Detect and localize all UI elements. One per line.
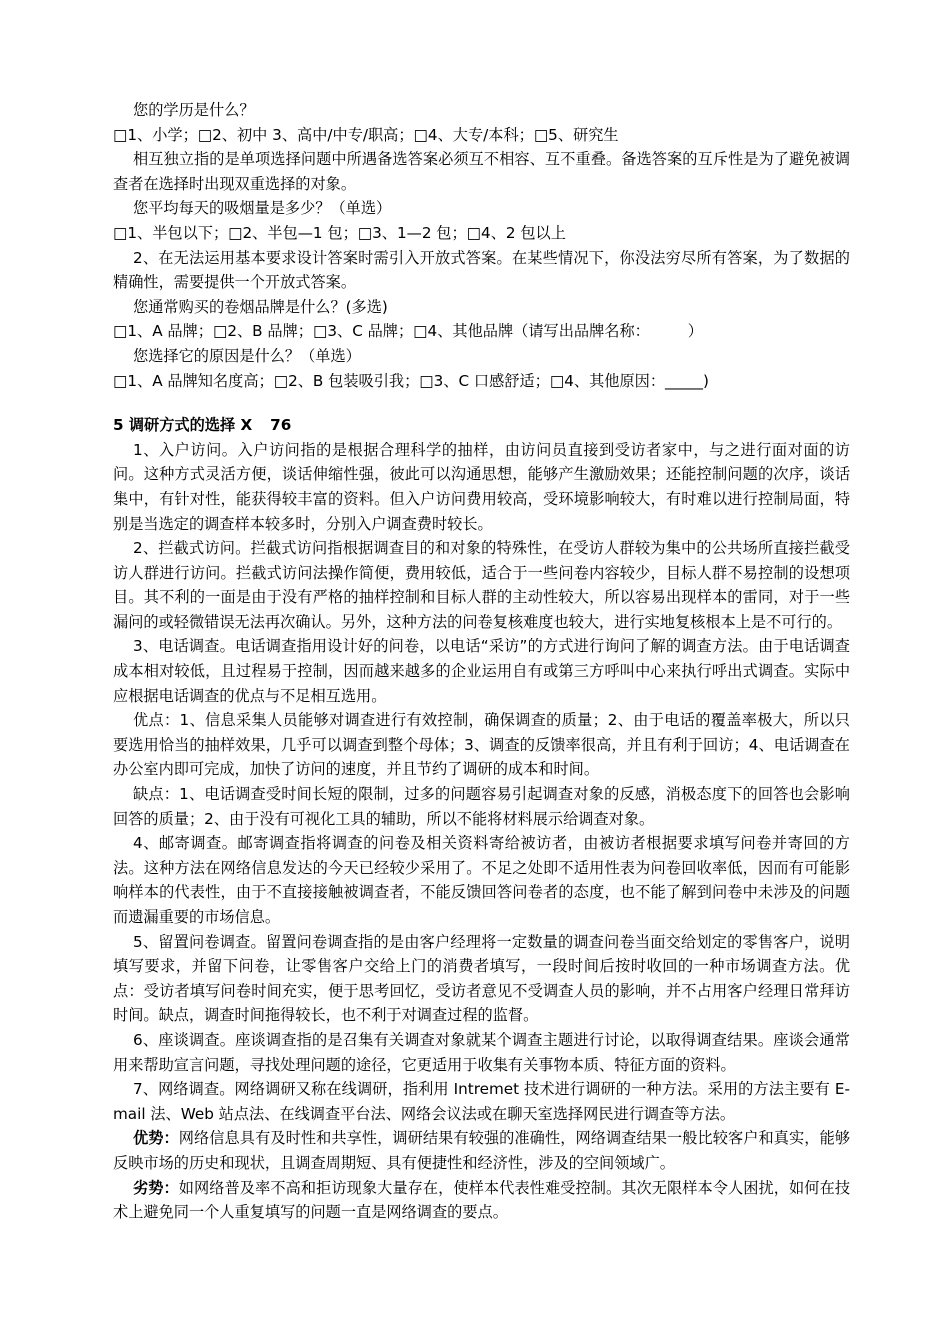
method-intercept: 2、拦截式访问。拦截式访问指根据调查目的和对象的特殊性，在受访人群较为集中的公共场所直接拦截受访人群进行访问。拦截式访问法操作简便，费用较低，适合于一些问卷内容较少，目标人群不易控制的设想项目。其不利的一面是由于没有严格的抽样控制和目标人群的主动性较大，所以容易出现样本的雷同，对于一些漏问的或轻微错误无法再次确认。另外，这种方法的问卷复核难度也较大，进行实地复核根本上是不可行的。 bbox=[113, 539, 850, 631]
method-home-visit: 1、入户访问。入户访问指的是根据合理科学的抽样，由访问员直接到受访者家中，与之进行面对面的访问。这种方式灵活方便，谈话伸缩性强，彼此可以沟通思想，能够产生激励效果；还能控制问题的次序，谈话集中，有针对性，能获得较丰富的资料。但入户访问费用较高，受环境影响较大，有时难以进行控制局面，特别是当选定的调查样本较多时，分别入户调查费时较长。 bbox=[113, 440, 850, 533]
disadvantages-text: 如网络普及率不高和拒访现象大量存在，使样本代表性难受控制。其次无限样本令人困扰，如何在技术上避免同一个人重复填写的问题一直是网络调查的要点。 bbox=[113, 1178, 851, 1222]
question-smoking: 您平均每天的吸烟量是多少？（单选） bbox=[133, 199, 392, 218]
spacer bbox=[113, 393, 850, 413]
document-body bbox=[113, 98, 850, 1225]
section-page-ref: 76 bbox=[270, 416, 292, 435]
network-advantages bbox=[113, 1126, 850, 1175]
question-education: 您的学历是什么？ bbox=[133, 101, 255, 119]
options-brand: □1、A 品牌；□2、B 品牌；□3、C 品牌；□4、其他品牌（请写出品牌名称： ） bbox=[113, 322, 703, 341]
open-answer-paragraph: 2、在无法运用基本要求设计答案时需引入开放式答案。在某些情况下，你没法穷尽所有答案，为了数据的精确性，需要提供一个开放式答案。 bbox=[113, 248, 850, 292]
network-disadvantages bbox=[113, 1176, 850, 1225]
question-reason: 您选择它的原因是什么？（单选） bbox=[133, 346, 361, 365]
options-reason: □1、A 品牌知名度高；□2、B 包装吸引我；□3、C 口感舒适；□4、其他原因：_____) bbox=[113, 371, 709, 390]
phone-disadvantages: 缺点：1、电话调查受时间长短的限制，过多的问题容易引起调查对象的反感，消极态度下的回答也会影响回答的质量；2、由于没有可视化工具的辅助，所以不能将材料展示给调查对象。 bbox=[113, 785, 850, 828]
options-smoking: □1、半包以下；□2、半包—1 包；□3、1—2 包；□4、2 包以上 bbox=[113, 223, 566, 242]
section-heading bbox=[113, 413, 850, 438]
method-mail: 4、邮寄调查。邮寄调查指将调查的问卷及相关资料寄给被访者，由被访者根据要求填写问卷并寄回的方法。这种方法在网络信息发达的今天已经较少采用了。不足之处即不适用性表为问卷回收率低，因而有可能影响样本的代表性，由于不直接接触被调查者，不能反馈回答问卷者的态度，也不能了解到问卷中未涉及的问题而遗漏重要的市场信息。 bbox=[113, 834, 850, 926]
method-leave-questionnaire: 5、留置问卷调查。留置问卷调查指的是由客户经理将一定数量的调查问卷当面交给划定的零售客户，说明填写要求，并留下问卷，让零售客户交给上门的消费者填写，一段时间后按时收回的一种市场调查方法。优点：受访者填写问卷时间充实，便于思考回忆，受访者意见不受调查人员的影响，并不占用客户经理日常拜访时间。缺点，调查时间拖得较长，也不利于对调查过程的监督。 bbox=[113, 932, 850, 1025]
phone-advantages: 优点：1、信息采集人员能够对调查进行有效控制，确保调查的质量；2、由于电话的覆盖率极大，所以只要选用恰当的抽样效果，几乎可以调查到整个母体；3、调查的反馈率很高，并且有利于回访；4、电话调查在办公室内即可完成，加快了访问的速度，并且节约了调研的成本和时间。 bbox=[113, 711, 850, 779]
section-title: 5 调研方式的选择 X bbox=[113, 416, 253, 435]
options-education: □1、小学；□2、初中 3、高中/中专/职高；□4、大专/本科；□5、研究生 bbox=[113, 125, 619, 144]
method-network: 7、网络调查。网络调研又称在线调研，指利用 Intremet 技术进行调研的一种方法。采用的方法主要有 E-mail 法、Web 站点法、在线调查平台法、网络会议法或在聊天室选择网民进行调查等方法。 bbox=[113, 1080, 850, 1123]
method-forum: 6、座谈调查。座谈调查指的是召集有关调查对象就某个调查主题进行讨论，以取得调查结果。座谈会通常用来帮助宣言问题，寻找处理问题的途径，它更适用于收集有关事物本质、特征方面的资料。 bbox=[113, 1030, 850, 1074]
question-brand: 您通常购买的卷烟品牌是什么？(多选) bbox=[133, 297, 388, 316]
disadvantages-label: 劣势： bbox=[133, 1178, 179, 1197]
mutual-exclusive-paragraph: 相互独立指的是单项选择问题中所遇备选答案必须互不相容、互不重叠。备选答案的互斥性是为了避免被调查者在选择时出现双重选择的对象。 bbox=[113, 150, 850, 193]
advantages-label: 优势： bbox=[133, 1129, 179, 1148]
advantages-text: 网络信息具有及时性和共享性，调研结果有较强的准确性，网络调查结果一般比较客户和真实，能够反映市场的历史和现状，且调查周期短、具有便捷性和经济性，涉及的空间领域广。 bbox=[113, 1129, 851, 1172]
method-phone: 3、电话调查。电话调查指用设计好的问卷，以电话“采访”的方式进行询问了解的调查方法。由于电话调查成本相对较低，且过程易于控制，因而越来越多的企业运用自有或第三方呼叫中心来执行呼出式调查。实际中应根据电话调查的优点与不足相互选用。 bbox=[113, 637, 850, 705]
